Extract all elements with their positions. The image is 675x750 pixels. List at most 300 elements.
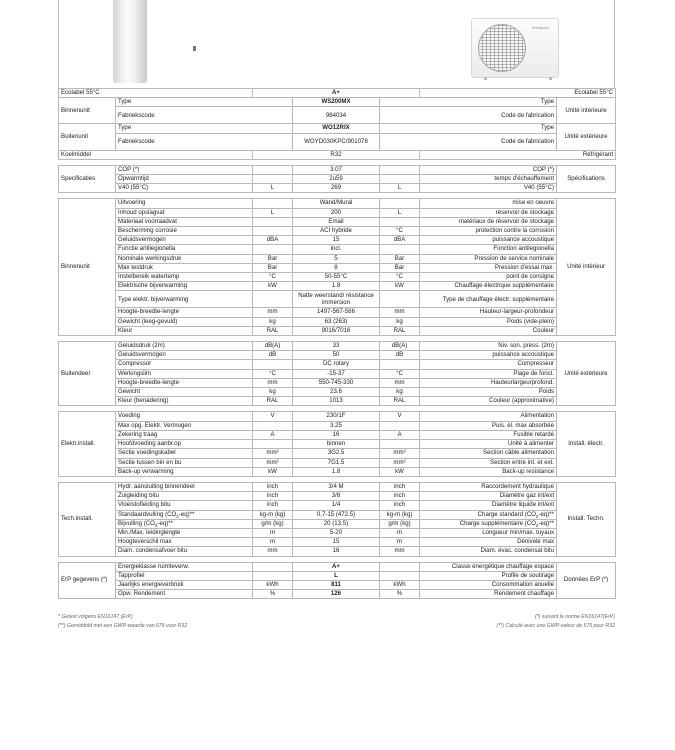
binnenunit-label-fr: Couleur — [420, 326, 557, 335]
binnenunit_top-value: WS200MX — [293, 98, 380, 107]
brand-logo: Whirlpool — [532, 25, 549, 30]
binnenunit-unit-fr — [380, 217, 420, 226]
elektr-row — [59, 421, 616, 430]
specificaties-unit-nl — [253, 165, 293, 174]
tech-value: 5-20 — [293, 528, 380, 537]
binnenunit-row — [59, 208, 616, 217]
binnenunit-value: 9016/7016 — [293, 326, 380, 335]
tech-label-nl: Diam. condensafvoer bitu — [116, 547, 253, 556]
binnenunit-value: ACI hybride — [293, 227, 380, 236]
binnenunit-unit-nl: RAL — [253, 326, 293, 335]
binnenunit_top-label-nl: Type — [116, 98, 293, 107]
tech-value: 0,7-15 (472.5) — [293, 510, 380, 519]
binnenunit-value: Email — [293, 217, 380, 226]
erp-section-label-nl: ErP gegevens (*) — [59, 562, 116, 599]
binnenunit-value: Natte weerstand/ résistance immersion — [293, 291, 380, 308]
tech-unit-nl: m — [253, 528, 293, 537]
binnenunit-unit-nl: mm — [253, 308, 293, 317]
elektr-unit-nl: mm² — [253, 458, 293, 467]
binnenunit-row — [59, 236, 616, 245]
buitendeel-label-nl: Compressor — [116, 360, 253, 369]
tech-label-fr: Diamètre gaz int/ext — [420, 492, 557, 501]
buitendeel-row — [59, 388, 616, 397]
buitendeel-unit-nl: RAL — [253, 397, 293, 406]
elektr-row — [59, 430, 616, 439]
binnenunit-label-nl: Instelbereik watertemp — [116, 273, 253, 282]
buitendeel-unit-fr: °C — [380, 369, 420, 378]
binnenunit-section-label-nl: Binnenunit — [59, 199, 116, 336]
fan-grille-icon — [478, 24, 526, 72]
binnenunit-value: 1497-567-586 — [293, 308, 380, 317]
binnenunit-label-fr: Fonction antilegionella — [420, 245, 557, 254]
elektr-unit-fr: mm² — [380, 449, 420, 458]
product-images — [58, 0, 615, 88]
specificaties-label-nl: COP (*) — [116, 165, 253, 174]
erp-unit-nl — [253, 562, 293, 571]
elektr-label-fr: Puis. él. max absorbée — [420, 421, 557, 430]
binnenunit-row — [59, 308, 616, 317]
buitendeel-value: 33 — [293, 342, 380, 351]
elektr-unit-fr — [380, 421, 420, 430]
buitendeel-unit-nl — [253, 360, 293, 369]
elektr-label-nl: Sectie voedingskabel — [116, 449, 253, 458]
binnenunit-row — [59, 254, 616, 263]
binnenunit-label-fr: Chauffage électrique supplémentaire — [420, 282, 557, 291]
binnenunit-unit-nl — [253, 245, 293, 254]
specificaties-label-fr: COP (*) — [420, 165, 557, 174]
binnenunit-unit-fr: RAL — [380, 326, 420, 335]
tech-label-fr: Longueur min/max. tuyaux — [420, 528, 557, 537]
elektr-section-label-nl: Elektr.install. — [59, 412, 116, 476]
binnenunit-label-fr: Poids (vide-plein) — [420, 317, 557, 326]
tech-unit-nl: inch — [253, 501, 293, 510]
indoor-tank-image — [113, 0, 147, 83]
specificaties-value: 269 — [293, 184, 380, 193]
binnenunit-section-label-fr: Unité intérieur — [557, 199, 616, 336]
tech-row — [59, 501, 616, 510]
buitenunit_top-value: WO12RIX — [293, 124, 380, 133]
erp-unit-fr: % — [380, 590, 420, 599]
binnenunit-row — [59, 326, 616, 335]
footnote-fr-1: (*) suivant la norme EN16147(ErP) — [534, 614, 615, 620]
buitendeel-row — [59, 378, 616, 387]
tech-value: 20 (13.5) — [293, 519, 380, 528]
binnenunit-row — [59, 217, 616, 226]
tech-row — [59, 538, 616, 547]
specificaties-label-nl: Opwarmtijd — [116, 175, 253, 184]
ecolabel-row — [59, 89, 616, 98]
elektr-unit-nl — [253, 421, 293, 430]
buitendeel-unit-fr: mm — [380, 378, 420, 387]
elektr-row — [59, 458, 616, 467]
erp-unit-nl: kWh — [253, 580, 293, 589]
tech-value: 3/4 M — [293, 482, 380, 491]
binnenunit_top-label-nl: Fabriekscode — [116, 107, 293, 124]
erp-unit-nl — [253, 571, 293, 580]
tech-unit-nl: g/m (kg) — [253, 519, 293, 528]
elektr-unit-fr: A — [380, 430, 420, 439]
elektr-label-fr: Section câble alimentation — [420, 449, 557, 458]
koelmiddel-value: R32 — [253, 150, 420, 159]
binnenunit_top-section-label-fr: Unité intérieure — [557, 98, 616, 124]
elektr-unit-fr: V — [380, 412, 420, 421]
tech-value: 1/4 — [293, 501, 380, 510]
buitenunit_top-row — [59, 124, 616, 133]
elektr-row — [59, 467, 616, 476]
elektr-value: 3.25 — [293, 421, 380, 430]
erp-label-nl: Energieklasse ruimteverw. — [116, 562, 253, 571]
specificaties-unit-fr — [380, 165, 420, 174]
tech-unit-fr: m — [380, 538, 420, 547]
binnenunit_top-section-label-nl: Binnenunit — [59, 98, 116, 124]
buitendeel-row — [59, 369, 616, 378]
binnenunit_top-row — [59, 98, 616, 107]
tech-label-fr: Charge standard $(CO_2-eq)**$ — [420, 510, 557, 519]
binnenunit-label-nl: Geluidsvermogen — [116, 236, 253, 245]
elektr-label-fr: Fusible retardé — [420, 430, 557, 439]
outdoor-unit-image — [471, 18, 559, 78]
tech-label-nl: Bijvulling $(CO_2-eq)**$ — [116, 519, 253, 528]
tech-row — [59, 510, 616, 519]
binnenunit-value: 8 — [293, 263, 380, 272]
elektr-value: 16 — [293, 430, 380, 439]
tech-label-fr: Charge supplémentaire $(CO_2-eq)**$ — [420, 519, 557, 528]
tech-label-fr: Diamètre liquide int/ext — [420, 501, 557, 510]
binnenunit-unit-fr: °C — [380, 227, 420, 236]
buitendeel-unit-fr: RAL — [380, 397, 420, 406]
buitendeel-value: 23.6 — [293, 388, 380, 397]
ecolabel-label-fr: Ecolabel 55°C — [420, 89, 616, 98]
binnenunit-unit-nl — [253, 291, 293, 308]
binnenunit-unit-nl: °C — [253, 273, 293, 282]
buitenunit_top-section-label-nl: Buitenunit — [59, 124, 116, 150]
elektr-row — [59, 449, 616, 458]
binnenunit-value: Wand/Mural — [293, 199, 380, 208]
buitendeel-row — [59, 397, 616, 406]
erp-label-fr: Profile de soutirage — [420, 571, 557, 580]
binnenunit-unit-fr — [380, 199, 420, 208]
buitendeel-label-fr: Plage de fonct. — [420, 369, 557, 378]
binnenunit-label-nl: Kleur — [116, 326, 253, 335]
tech-unit-fr: inch — [380, 501, 420, 510]
erp-unit-fr: kWh — [380, 580, 420, 589]
specificaties-unit-fr — [380, 175, 420, 184]
specificaties-unit-fr: L — [380, 184, 420, 193]
buitenunit_top-row — [59, 133, 616, 150]
buitendeel-label-nl: Geluidsvermogen — [116, 351, 253, 360]
specificaties-section-label-nl: Specificaties — [59, 165, 116, 193]
elektr-unit-fr — [380, 440, 420, 449]
binnenunit-unit-fr: °C — [380, 273, 420, 282]
tech-unit-fr: inch — [380, 492, 420, 501]
tech-label-nl: Min./Max. leidinglengte — [116, 528, 253, 537]
binnenunit-label-nl: Nominale werkingsdruk — [116, 254, 253, 263]
binnenunit-value: 5 — [293, 254, 380, 263]
tech-label-nl: Standaardvulling $(CO_2-eq)**$ — [116, 510, 253, 519]
binnenunit-unit-nl — [253, 227, 293, 236]
spec-table — [58, 88, 616, 599]
buitendeel-unit-fr: kg — [380, 388, 420, 397]
tech-label-nl: Hoogteverschil max — [116, 538, 253, 547]
tech-label-fr: Dénivelé max — [420, 538, 557, 547]
ecolabel-label-nl: Ecolabel 55°C — [59, 89, 253, 98]
binnenunit-unit-nl: kW — [253, 282, 293, 291]
elektr-section-label-fr: Install. électr. — [557, 412, 616, 476]
buitendeel-value: 1013 — [293, 397, 380, 406]
elektr-value: binnen — [293, 440, 380, 449]
binnenunit-unit-fr: mm — [380, 308, 420, 317]
binnenunit-unit-fr: kg — [380, 317, 420, 326]
binnenunit-row — [59, 317, 616, 326]
binnenunit-unit-fr — [380, 291, 420, 308]
binnenunit-unit-fr — [380, 245, 420, 254]
tech-row — [59, 547, 616, 556]
buitenunit_top-label-nl: Type — [116, 124, 293, 133]
tech-value: 16 — [293, 547, 380, 556]
tech-unit-nl: inch — [253, 492, 293, 501]
binnenunit-label-fr: matériaux de réservoir de stockage — [420, 217, 557, 226]
buitendeel-label-nl: Hoogte-breedte-lengte — [116, 378, 253, 387]
erp-unit-fr — [380, 562, 420, 571]
binnenunit-value: 1.8 — [293, 282, 380, 291]
elektr-value: 1.8 — [293, 467, 380, 476]
tech-label-fr: Raccordement hydraulique — [420, 482, 557, 491]
buitendeel-label-nl: Kleur (benadering) — [116, 397, 253, 406]
elektr-row — [59, 440, 616, 449]
buitendeel-unit-nl: dB(A) — [253, 342, 293, 351]
buitendeel-row — [59, 351, 616, 360]
specificaties-row — [59, 165, 616, 174]
binnenunit-label-fr: mise en oeuvre — [420, 199, 557, 208]
erp-value: L — [293, 571, 380, 580]
tech-unit-fr: mm — [380, 547, 420, 556]
tech-unit-fr: kg-m (kg) — [380, 510, 420, 519]
specificaties-label-fr: V40 (55°C) — [420, 184, 557, 193]
specificaties-label-fr: temps d'échauffement — [420, 175, 557, 184]
binnenunit-label-nl: Elektrische bijverwarming — [116, 282, 253, 291]
tech-value: 15 — [293, 538, 380, 547]
binnenunit-value: 200 — [293, 208, 380, 217]
erp-row — [59, 571, 616, 580]
elektr-label-fr: Section entre int. et ext. — [420, 458, 557, 467]
tech-label-nl: Vloeistofleiding bitu — [116, 501, 253, 510]
binnenunit-unit-nl: Bar — [253, 263, 293, 272]
binnenunit-label-fr: Hauteur-largeur-profondeur — [420, 308, 557, 317]
ecolabel-value: A+ — [253, 89, 420, 98]
buitendeel-unit-nl: °C — [253, 369, 293, 378]
binnenunit-label-nl: Bescherming corrosie — [116, 227, 253, 236]
binnenunit-row — [59, 273, 616, 282]
binnenunit-label-fr: point de consigne — [420, 273, 557, 282]
binnenunit-row — [59, 263, 616, 272]
tech-row — [59, 528, 616, 537]
buitendeel-section-label-fr: Unité extérieure — [557, 342, 616, 406]
binnenunit-value: 15 — [293, 236, 380, 245]
elektr-label-fr: Back-up resistance — [420, 467, 557, 476]
buitenunit_top-label-fr: Code de fabrication — [380, 133, 557, 150]
buitendeel-label-fr: Poids — [420, 388, 557, 397]
erp-label-nl: Tapprofiel — [116, 571, 253, 580]
binnenunit-label-nl: Gewicht (leeg-gevuld) — [116, 317, 253, 326]
specificaties-row — [59, 175, 616, 184]
binnenunit-label-nl: Type elektr. bijverwarming — [116, 291, 253, 308]
erp-label-nl: Opw. Rendement — [116, 590, 253, 599]
specificaties-section-label-fr: Spécifications — [557, 165, 616, 193]
buitendeel-label-fr: Niv. son. press. (2m) — [420, 342, 557, 351]
binnenunit_top-value: 984034 — [293, 107, 380, 124]
erp-value: A+ — [293, 562, 380, 571]
binnenunit-unit-nl: kg — [253, 317, 293, 326]
footnote-nl-1: * Getest volgens EN16147 (ErP) — [58, 614, 133, 620]
elektr-value: 7G1.5 — [293, 458, 380, 467]
elektr-unit-nl: mm² — [253, 449, 293, 458]
buitendeel-label-nl: Geluidsdruk (2m) — [116, 342, 253, 351]
binnenunit-label-nl: Functie antilegionella — [116, 245, 253, 254]
elektr-row — [59, 412, 616, 421]
binnenunit-unit-nl: dBA — [253, 236, 293, 245]
erp-row — [59, 580, 616, 589]
elektr-unit-fr: kW — [380, 467, 420, 476]
binnenunit-value: incl. — [293, 245, 380, 254]
binnenunit-label-nl: Uitvoering — [116, 199, 253, 208]
buitenunit_top-value: WOYD030KPC/901078 — [293, 133, 380, 150]
binnenunit-unit-fr: L — [380, 208, 420, 217]
erp-label-fr: Consommation anuelle — [420, 580, 557, 589]
spec-sheet — [58, 0, 615, 599]
erp-value: 126 — [293, 590, 380, 599]
buitendeel-unit-fr — [380, 360, 420, 369]
binnenunit-label-nl: Max testdruk — [116, 263, 253, 272]
binnenunit-unit-fr: dBA — [380, 236, 420, 245]
buitendeel-unit-nl: dB — [253, 351, 293, 360]
tech-unit-nl: kg-m (kg) — [253, 510, 293, 519]
buitendeel-label-fr: puissance accoustique — [420, 351, 557, 360]
binnenunit-row — [59, 199, 616, 208]
binnenunit-unit-nl: L — [253, 208, 293, 217]
elektr-label-fr: Alimentation — [420, 412, 557, 421]
tech-row — [59, 519, 616, 528]
tech-value: 3/8 — [293, 492, 380, 501]
erp-label-fr: Classe énergétique chauffage espace — [420, 562, 557, 571]
elektr-label-nl: Back-up verwarming — [116, 467, 253, 476]
elektr-unit-nl: kW — [253, 467, 293, 476]
buitendeel-unit-fr: dB(A) — [380, 342, 420, 351]
buitendeel-value: 550-745-330 — [293, 378, 380, 387]
buitendeel-label-nl: Werkingslim — [116, 369, 253, 378]
buitendeel-section-label-nl: Buitendeel — [59, 342, 116, 406]
koelmiddel-row — [59, 150, 616, 159]
tech-unit-fr: m — [380, 528, 420, 537]
tech-section-label-fr: Install. Techn. — [557, 482, 616, 556]
binnenunit-row — [59, 227, 616, 236]
footer-notes-fr — [58, 613, 615, 630]
specificaties-label-nl: V40 (55°C) — [116, 184, 253, 193]
elektr-label-fr: Unité à alimenter — [420, 440, 557, 449]
binnenunit-label-fr: Pression de service nominale — [420, 254, 557, 263]
tech-unit-nl: m — [253, 538, 293, 547]
buitendeel-value: 50 — [293, 351, 380, 360]
binnenunit-unit-fr: Bar — [380, 254, 420, 263]
buitendeel-unit-fr: dB — [380, 351, 420, 360]
buitendeel-label-fr: Couleur (approximative) — [420, 397, 557, 406]
specificaties-value: 3.07 — [293, 165, 380, 174]
specificaties-row — [59, 184, 616, 193]
buitendeel-unit-nl: kg — [253, 388, 293, 397]
footnote-fr-2: (**) Calculé avec une GWP-valeur de 675 pour R32 — [496, 622, 615, 629]
binnenunit-label-fr: réservoir de stockage — [420, 208, 557, 217]
elektr-label-nl: Sectie tussen bin en bu — [116, 458, 253, 467]
binnenunit-label-fr: puissance accoustique — [420, 236, 557, 245]
buitendeel-label-nl: Gewicht — [116, 388, 253, 397]
tech-label-nl: Hydr. aansluiting binnendeel — [116, 482, 253, 491]
binnenunit_top-row — [59, 107, 616, 124]
elektr-unit-nl — [253, 440, 293, 449]
binnenunit-unit-nl — [253, 217, 293, 226]
erp-row — [59, 562, 616, 571]
elektr-unit-nl: V — [253, 412, 293, 421]
elektr-label-nl: Voeding — [116, 412, 253, 421]
buitendeel-label-fr: Compresseur — [420, 360, 557, 369]
binnenunit-unit-fr: kW — [380, 282, 420, 291]
buitendeel-value: DC rotary — [293, 360, 380, 369]
buitendeel-row — [59, 342, 616, 351]
binnenunit-label-fr: Pression d'essai max. — [420, 263, 557, 272]
binnenunit-label-nl: Hoogte-breedte-lengte — [116, 308, 253, 317]
tech-label-nl: Zuigleiding bitu — [116, 492, 253, 501]
buitendeel-label-fr: Hauteurlargeurprofond. — [420, 378, 557, 387]
tech-row — [59, 482, 616, 491]
binnenunit-unit-nl: Bar — [253, 254, 293, 263]
elektr-value: 230/1F — [293, 412, 380, 421]
tech-row — [59, 492, 616, 501]
elektr-unit-fr: mm² — [380, 458, 420, 467]
buitenunit_top-label-fr: Type — [380, 124, 557, 133]
binnenunit-label-fr: protection contre la corrosion — [420, 227, 557, 236]
tech-unit-fr: inch — [380, 482, 420, 491]
erp-row — [59, 590, 616, 599]
erp-value: 811 — [293, 580, 380, 589]
erp-label-fr: Rendement chauffage — [420, 590, 557, 599]
buitenunit_top-section-label-fr: Unité extérieure — [557, 124, 616, 150]
tech-label-fr: Diam. évac. condensat bitu — [420, 547, 557, 556]
tech-unit-nl: mm — [253, 547, 293, 556]
specificaties-value: 2u59 — [293, 175, 380, 184]
binnenunit-value: 50-55°C — [293, 273, 380, 282]
binnenunit_top-label-fr: Code de fabrication — [380, 107, 557, 124]
specificaties-unit-nl — [253, 175, 293, 184]
buitenunit_top-label-nl: Fabriekscode — [116, 133, 293, 150]
binnenunit-label-nl: Materiaal voorraadvat — [116, 217, 253, 226]
specificaties-unit-nl: L — [253, 184, 293, 193]
binnenunit-value: 63 (263) — [293, 317, 380, 326]
binnenunit-label-nl: Inhoud opslagvat — [116, 208, 253, 217]
buitendeel-unit-nl: mm — [253, 378, 293, 387]
buitendeel-value: -15-37 — [293, 369, 380, 378]
tech-section-label-nl: Tech.install. — [59, 482, 116, 556]
elektr-value: 3G2.5 — [293, 449, 380, 458]
tech-unit-nl: inch — [253, 482, 293, 491]
binnenunit-label-fr: Type de chauffage électr. supplémentaire — [420, 291, 557, 308]
binnenunit-unit-fr: Bar — [380, 263, 420, 272]
elektr-label-nl: Max opg. Elektr. Vermogen — [116, 421, 253, 430]
binnenunit-unit-nl — [253, 199, 293, 208]
binnenunit-row — [59, 291, 616, 308]
koelmiddel-label-fr: Réfrigérant — [420, 150, 616, 159]
erp-section-label-fr: Données ErP (*) — [557, 562, 616, 599]
binnenunit_top-label-fr: Type — [380, 98, 557, 107]
binnenunit-row — [59, 282, 616, 291]
buitendeel-row — [59, 360, 616, 369]
